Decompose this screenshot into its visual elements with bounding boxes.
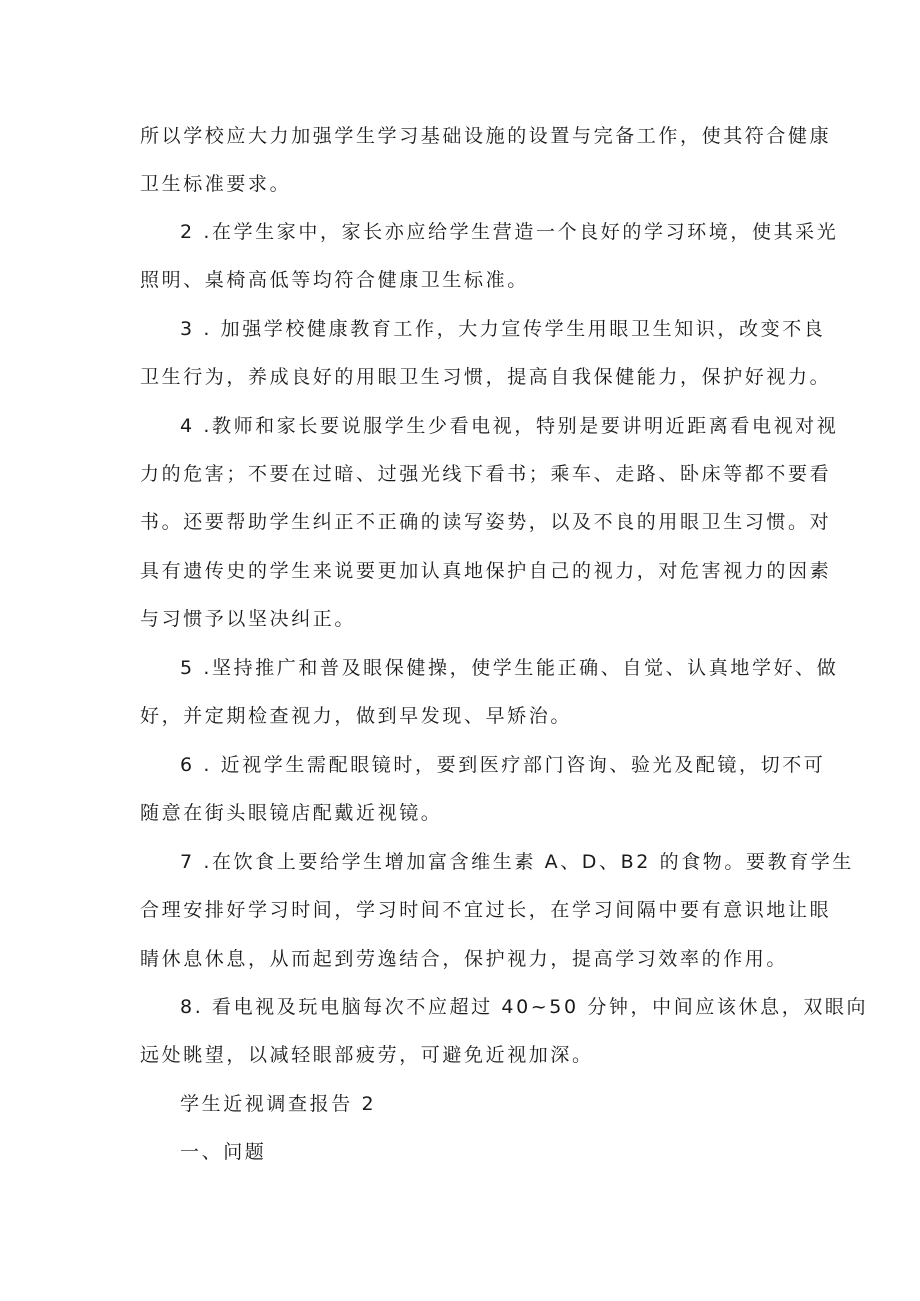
- item-5-line-1: 5 .坚持推广和普及眼保健操，使学生能正确、自觉、认真地学好、做: [180, 657, 839, 679]
- item-4-line-3: 书。还要帮助学生纠正不正确的读写姿势，以及不良的用眼卫生习惯。对: [140, 511, 832, 533]
- item-8-line-1: 8. 看电视及玩电脑每次不应超过 40~50 分钟，中间应该休息，双眼向: [180, 996, 869, 1018]
- item-4-line-4: 具有遗传史的学生来说要更加认真地保护自己的视力，对危害视力的因素: [140, 560, 832, 582]
- item-2-line-1: 2 .在学生家中，家长亦应给学生营造一个良好的学习环境，使其采光: [180, 221, 839, 243]
- item-3-line-1: 3 . 加强学校健康教育工作，大力宣传学生用眼卫生知识，改变不良: [180, 318, 826, 340]
- item-7-line-2: 合理安排好学习时间，学习时间不宜过长，在学习间隔中要有意识地让眼: [140, 899, 832, 921]
- item-4-line-5: 与习惯予以坚决纠正。: [140, 608, 357, 630]
- item-3-line-2: 卫生行为，养成良好的用眼卫生习惯，提高自我保健能力，保护好视力。: [140, 366, 832, 388]
- item-2-line-2: 照明、桌椅高低等均符合健康卫生标准。: [140, 269, 529, 291]
- item-8-line-2: 远处眺望，以减轻眼部疲劳，可避免近视加深。: [140, 1044, 594, 1066]
- paragraph-1-line-2: 卫生标准要求。: [140, 173, 292, 195]
- paragraph-1-line-1: 所以学校应大力加强学生学习基础设施的设置与完备工作，使其符合健康: [140, 125, 832, 147]
- item-7-line-1: 7 .在饮食上要给学生增加富含维生素 A、D、B2 的食物。要教育学生: [180, 851, 854, 873]
- item-6-line-2: 随意在街头眼镜店配戴近视镜。: [140, 802, 443, 824]
- item-6-line-1: 6 . 近视学生需配眼镜时，要到医疗部门咨询、验光及配镜，切不可: [180, 754, 826, 776]
- item-4-line-2: 力的危害；不要在过暗、过强光线下看书；乘车、走路、卧床等都不要看: [140, 463, 832, 485]
- item-4-line-1: 4 .教师和家长要说服学生少看电视，特别是要讲明近距离看电视对视: [180, 415, 839, 437]
- section-title: 学生近视调查报告 2: [180, 1093, 377, 1115]
- section-heading-problem: 一、问题: [180, 1141, 267, 1163]
- item-5-line-2: 好，并定期检查视力，做到早发现、早矫治。: [140, 705, 573, 727]
- item-7-line-3: 睛休息休息，从而起到劳逸结合，保护视力，提高学习效率的作用。: [140, 948, 789, 970]
